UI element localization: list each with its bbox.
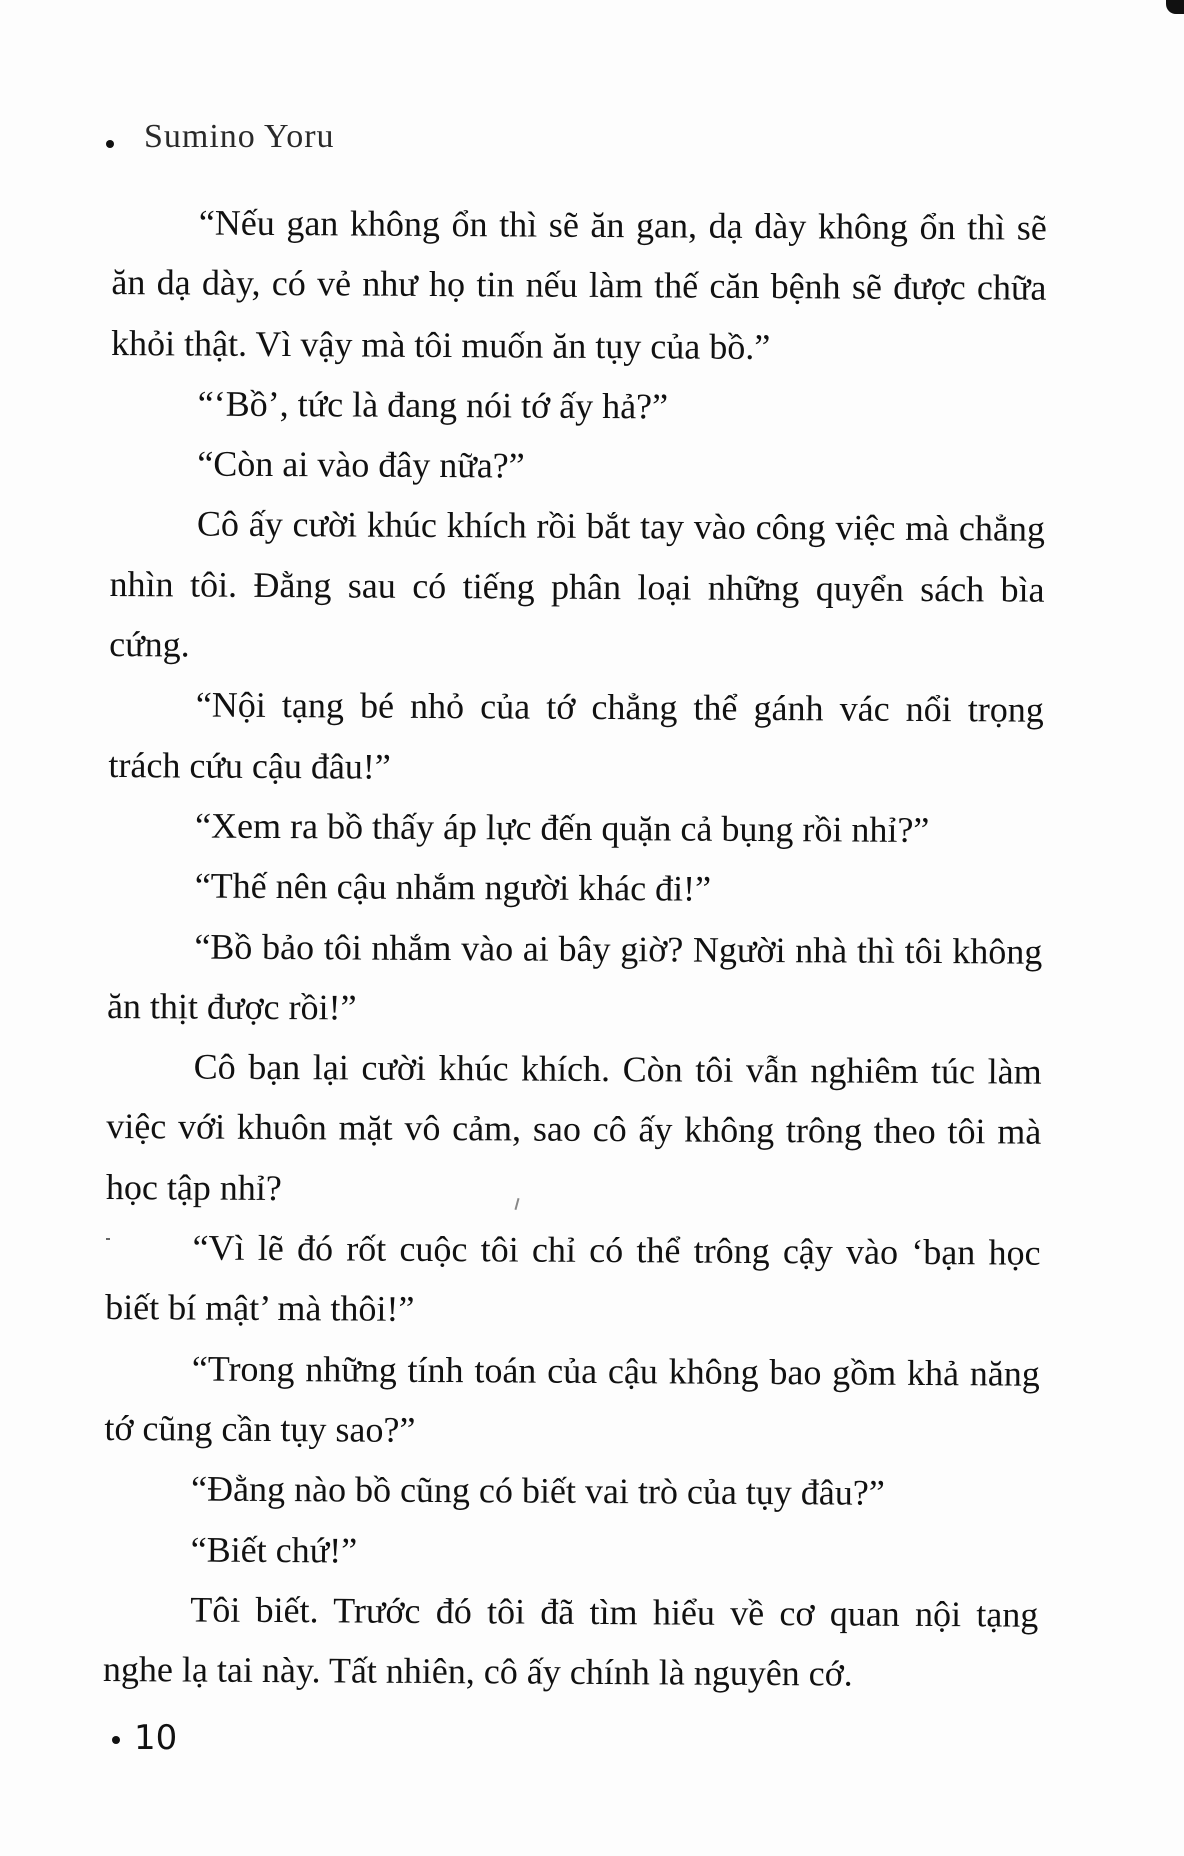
paragraph: “Nội tạng bé nhỏ của tớ chẳng thể gánh vác nổi trọng trách cứu cậu đâu!”	[108, 684, 1044, 787]
paragraph: Tôi biết. Trước đó tôi đã tìm hiểu về cơ quan nội tạng nghe lạ tai này. Tất nhiên, cô ấy chính là nguyên cớ.	[102, 1589, 1039, 1694]
paragraph: “Còn ai vào đây nữa?”	[197, 443, 525, 486]
page-number: 10	[134, 1718, 178, 1758]
paragraph: “Đằng nào bồ cũng có biết vai trò của tụy đâu?”	[190, 1468, 885, 1513]
body-text	[103, 192, 1047, 1705]
paragraph: “Xem ra bồ thấy áp lực đến quặn cả bụng rồi nhỉ?”	[195, 805, 930, 850]
scan-speck	[106, 1238, 110, 1240]
author-name: Sumino Yoru	[144, 118, 335, 155]
header-bullet	[106, 140, 114, 148]
footer-bullet	[112, 1736, 120, 1744]
paragraph: “Trong những tính toán của cậu không bao gồm khả năng tớ cũng cần tụy sao?”	[104, 1348, 1040, 1450]
page-footer	[112, 1718, 177, 1758]
paragraph: “Biết chứ!”	[190, 1529, 358, 1571]
paragraph: Cô ấy cười khúc khích rồi bắt tay vào công việc mà chẳng nhìn tôi. Đằng sau có tiếng phân loại những quyển sách bìa cứng.	[109, 504, 1046, 665]
scan-corner-mark	[1166, 0, 1184, 14]
paragraph: “Thế nên cậu nhắm người khác đi!”	[194, 865, 712, 909]
running-header	[106, 118, 335, 156]
paragraph: “Nếu gan không ổn thì sẽ ăn gan, dạ dày không ổn thì sẽ ăn dạ dày, có vẻ như họ tin nếu làm thế căn bệnh sẽ được chữa khỏi thật. Vì vậy mà tôi muốn ăn tụy của bồ.”	[110, 202, 1047, 367]
paragraph: “Vì lẽ đó rốt cuộc tôi chỉ có thể trông cậy vào ‘bạn học biết bí mật’ mà thôi!”	[105, 1227, 1041, 1330]
paragraph: Cô bạn lại cười khúc khích. Còn tôi vẫn nghiêm túc làm việc với khuôn mặt vô cảm, sao cô ấy không trông theo tôi mà học tập nhỉ?	[105, 1046, 1042, 1208]
paragraph: “‘Bồ’, tức là đang nói tớ ấy hả?”	[197, 383, 669, 427]
paragraph: “Bồ bảo tôi nhắm vào ai bây giờ? Người nhà thì tôi không ăn thịt được rồi!”	[106, 926, 1043, 1028]
